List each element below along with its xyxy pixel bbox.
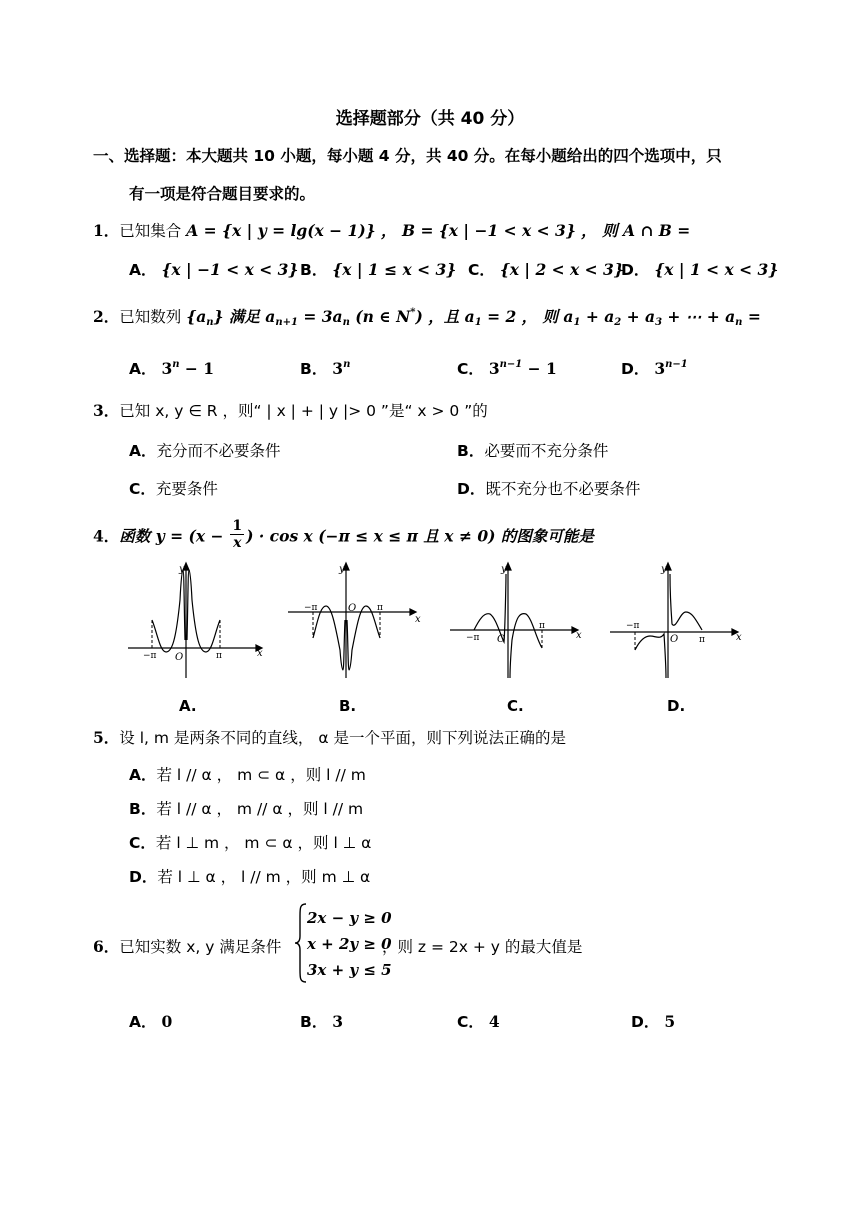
curve-left: [313, 606, 345, 670]
system-equation-2: x + 2y ≥ 0: [307, 935, 392, 953]
y-label: y: [501, 564, 507, 575]
curve-left: [474, 574, 506, 642]
x-label: x: [736, 632, 742, 643]
question-number: 3．: [93, 401, 120, 420]
option-text: 0: [161, 1012, 173, 1031]
option-label: A．: [129, 442, 157, 460]
option-label: C．: [457, 360, 484, 378]
system-equation-3: 3x + y ≤ 5: [307, 961, 392, 979]
option-1A[interactable]: [129, 258, 298, 280]
option-5C[interactable]: [129, 831, 371, 853]
graph-option-b[interactable]: [284, 560, 426, 682]
y-label: y: [661, 564, 667, 575]
option-label: D．: [631, 1013, 660, 1031]
option-label: B．: [129, 800, 157, 818]
pi-label: π: [216, 651, 222, 661]
option-text: {x | −1 < x < 3}: [161, 260, 299, 279]
option-5A[interactable]: [129, 763, 366, 785]
option-text: {x | 1 ≤ x < 3}: [332, 260, 457, 279]
option-text: 若 l ⊥ m ， m ⊂ α ，则 l ⊥ α: [155, 834, 372, 852]
neg-pi-label: −π: [143, 651, 157, 661]
curve-right: [510, 614, 542, 678]
option-label: D．: [621, 360, 650, 378]
curve-right: [347, 606, 380, 670]
section-title: 选择题部分（共 40 分）: [335, 109, 525, 129]
question-6-stem-before: [93, 935, 281, 957]
question-stem-after: ) · cos x (−π ≤ x ≤ π 且 x ≠ 0) 的图象可能是: [246, 526, 594, 546]
option-text: 充分而不必要条件: [156, 442, 281, 460]
question-number: 5．: [93, 728, 120, 747]
option-label: D．: [457, 480, 486, 498]
graph-label-c: C.: [507, 697, 524, 715]
option-text: {x | 1 < x < 3}: [654, 260, 779, 279]
neg-pi-label: −π: [466, 633, 480, 643]
question-2: [93, 305, 761, 328]
option-2C[interactable]: C． $3^{n-1} - 1$: [457, 359, 557, 378]
x-label: x: [257, 648, 263, 659]
option-text: 若 l // α ， m ⊂ α ，则 l // m: [156, 766, 366, 784]
option-text: 4: [488, 1012, 500, 1031]
option-text: 5: [664, 1012, 676, 1031]
pi-label: π: [377, 603, 383, 613]
graph-label-d: D.: [667, 697, 686, 715]
y-label: y: [179, 564, 185, 575]
graph-label-b: B.: [339, 697, 357, 715]
option-1D[interactable]: [621, 258, 778, 280]
question-number: 4．: [93, 526, 120, 546]
system-equation-1: 2x − y ≥ 0: [307, 909, 392, 927]
option-2B[interactable]: B． 3$^n$: [300, 359, 351, 378]
option-2A[interactable]: A． $3^n - 1$: [129, 359, 215, 378]
question-1: [93, 219, 690, 241]
curve-left: [152, 570, 185, 652]
option-3C[interactable]: [129, 477, 218, 499]
option-text: 3: [332, 1012, 344, 1031]
option-text: 必要而不充分条件: [484, 442, 609, 460]
question-6-stem-after: ，则 z = 2x + y 的最大值是: [382, 938, 583, 956]
curve-right: [670, 574, 702, 630]
option-label: C．: [457, 1013, 484, 1031]
graph-option-a[interactable]: [124, 560, 264, 682]
origin-label: O: [348, 603, 357, 614]
pi-label: π: [699, 635, 705, 645]
question-number: 1．: [93, 221, 120, 240]
option-1B[interactable]: [300, 258, 456, 280]
graph-option-d[interactable]: [606, 560, 748, 682]
x-label: x: [576, 630, 582, 641]
option-text: 充要条件: [155, 480, 218, 498]
option-label: B．: [457, 442, 485, 460]
question-stem-math: A = {x | y = lg(x − 1)} ， B = {x | −1 < x < 3} ， 则 A ∩ B =: [186, 221, 691, 240]
fraction-numerator: 1: [232, 518, 243, 534]
option-label: A．: [129, 766, 157, 784]
graph-label-a: A.: [179, 697, 197, 715]
option-text: 既不充分也不必要条件: [485, 480, 641, 498]
option-label: B．: [300, 261, 328, 279]
section-instructions-line1: 一、选择题：本大题共 10 小题，每小题 4 分，共 40 分。在每小题给出的四个选项中，只: [93, 147, 722, 165]
option-label: B．: [300, 1013, 328, 1031]
fraction-denominator: x: [233, 535, 242, 551]
curve-right: [187, 570, 220, 652]
question-stem-text: 已知集合: [119, 222, 182, 240]
fraction: [230, 519, 244, 551]
option-5D[interactable]: [129, 865, 370, 887]
neg-pi-label: −π: [626, 621, 640, 631]
y-label: y: [339, 564, 345, 575]
option-5B[interactable]: [129, 797, 363, 819]
question-stem-math: $\{a_n\}$ 满足 $a_{n+1} = 3a_n$ (n ∈ N*) ，且 $a_1 = 2$ ， 则 $a_1 + a_2 + a_3$ + ⋯ + $a_n$ =: [186, 307, 761, 328]
question-stem-before: 函数 y = (x −: [119, 526, 224, 546]
x-label: x: [415, 614, 421, 625]
option-label: A．: [129, 360, 157, 378]
option-label: C．: [468, 261, 495, 279]
question-stem-text: 已知数列: [119, 308, 182, 326]
option-3A[interactable]: [129, 439, 281, 461]
option-label: B．: [300, 360, 328, 378]
curve-left: [635, 634, 666, 678]
question-stem-before: 已知实数 x, y 满足条件: [119, 938, 282, 956]
option-text: 若 l ⊥ α ， l // m ，则 m ⊥ α: [157, 868, 371, 886]
option-label: D．: [621, 261, 650, 279]
option-text: {x | 2 < x < 3}: [499, 260, 624, 279]
question-stem: 已知 x, y ∈ R ，则“ | x | + | y |> 0 ”是“ x > 0 ”的: [119, 402, 488, 420]
option-3B[interactable]: [457, 439, 608, 461]
section-instructions-line2: 有一项是符合题目要求的。: [129, 185, 316, 203]
origin-label: O: [497, 634, 506, 645]
option-label: A．: [129, 1013, 157, 1031]
neg-pi-label: −π: [304, 603, 318, 613]
option-6D[interactable]: [631, 1010, 675, 1032]
left-brace: [294, 902, 308, 984]
graph-option-c[interactable]: [446, 560, 588, 682]
question-4: [93, 518, 594, 553]
question-number: 6．: [93, 937, 120, 956]
option-label: C．: [129, 834, 156, 852]
origin-label: O: [670, 634, 679, 645]
question-5: [93, 726, 566, 748]
question-number: 2．: [93, 307, 120, 326]
question-stem: 设 l, m 是两条不同的直线， α 是一个平面，则下列说法正确的是: [119, 729, 566, 747]
option-6B[interactable]: [300, 1010, 343, 1032]
pi-label: π: [539, 621, 545, 631]
option-label: C．: [129, 480, 156, 498]
option-6C[interactable]: [457, 1010, 500, 1032]
option-2D[interactable]: D． $3^{n-1}$: [621, 359, 688, 378]
option-label: D．: [129, 868, 158, 886]
option-text: 若 l // α ， m // α ，则 l // m: [156, 800, 364, 818]
option-1C[interactable]: [468, 258, 624, 280]
origin-label: O: [175, 652, 184, 663]
option-6A[interactable]: [129, 1010, 172, 1032]
option-3D[interactable]: [457, 477, 640, 499]
question-3: [93, 399, 488, 421]
option-label: A．: [129, 261, 157, 279]
